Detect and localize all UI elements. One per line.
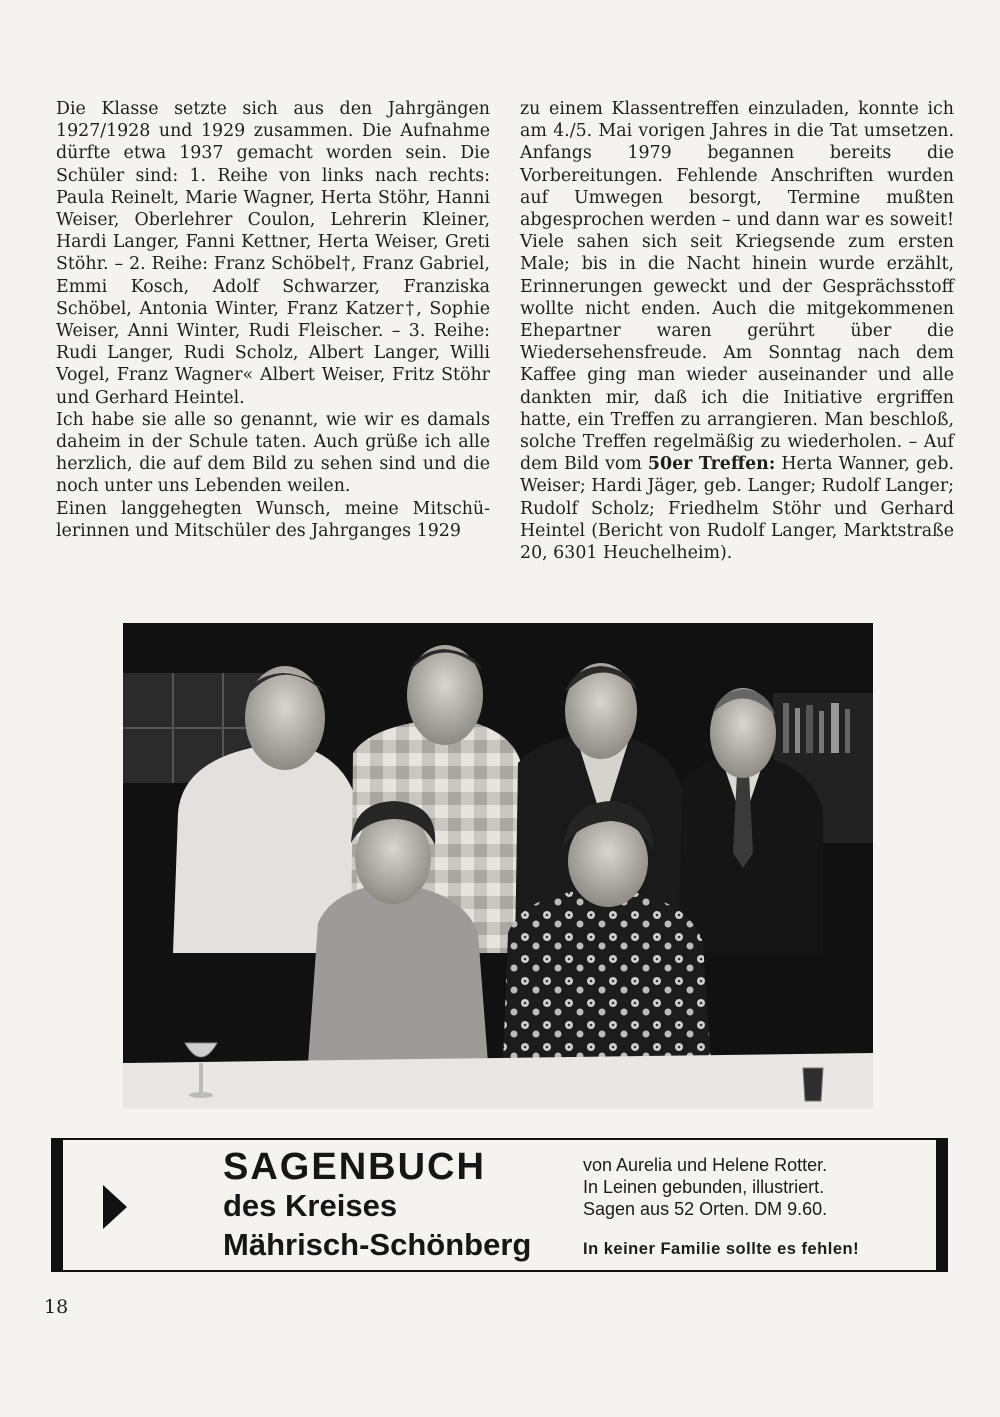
article-text: zu einem Klassentreffen einzuladen, konnte ich am 4./5. Mai vorigen Jahres in die Tat umsetzen. Anfangs 1979 begannen bereits die Vorbereitungen. Fehlende Anschriften wurden auf Umwegen besorgt, Termine mußten abgesprochen werden – und dann war es soweit! Viele sahen sich seit Kriegsende zum ersten Male; bis in die Nacht hinein wurde erzählt, Erinnerungen geweckt und der Gesprächsstoff wollte nicht enden. Auch die mitgekommenen Ehepartner waren gerührt über die Wiedersehensfreude. Am Sonntag nach dem Kaffee ging man wieder auseinander und alle dankten mir, daß ich die Initiative ergriffen hatte, ein Treffen zu arrangieren. Man beschloß, solche Treffen regelmäßig zu wiederholen. – Auf dem Bild vom: [520, 99, 954, 475]
book-advertisement: [51, 1138, 948, 1272]
ad-subtitle-region: Mährisch-Schönberg: [223, 1227, 532, 1262]
group-photo: [123, 623, 873, 1109]
article-paragraph: [520, 98, 954, 564]
article-column-left: [56, 98, 490, 542]
article-paragraph: Die Klasse setzte sich aus den Jahrgängen 1927/1928 und 1929 zusammen. Die Aufnahme dürfte etwa 1937 gemacht worden sein. Die Schüler sind: 1. Reihe von links nach rechts: Paula Reinelt, Marie Wagner, Herta Stöhr, Hanni Weiser, Oberlehrer Coulon, Lehrerin Kleiner, Hardi Langer, Fanni Kettner, Herta Weiser, Greti Stöhr. – 2. Reihe: Franz Schöbel†, Franz Gabriel, Emmi Kosch, Adolf Schwarzer, Franziska Schöbel, Antonia Winter, Franz Katzer†, Sophie Weiser, Anni Winter, Rudi Fleischer. – 3. Reihe: Rudi Langer, Rudi Scholz, Albert Langer, Willi Vogel, Franz Wagner« Albert Weiser, Fritz Stöhr und Gerhard Heintel.: [56, 99, 490, 408]
ad-subtitle: des Kreises: [223, 1188, 398, 1223]
ad-slogan: In keiner Familie sollte es fehlen!: [583, 1240, 860, 1258]
ad-authors: von Aurelia und Helene Rotter.: [583, 1155, 828, 1175]
play-arrow-icon: [103, 1185, 127, 1229]
ad-title: SAGENBUCH: [223, 1146, 486, 1188]
article-column-right: [520, 98, 954, 564]
page-number: 18: [44, 1296, 69, 1318]
ad-binding: In Leinen gebunden, illustriert.: [583, 1177, 825, 1197]
article-paragraph: Einen langgehegten Wunsch, meine Mitschülerinnen und Mitschüler des Jahrganges 1929: [56, 498, 490, 541]
ad-price: Sagen aus 52 Orten. DM 9.60.: [583, 1199, 828, 1219]
article-bold-heading: 50er Treffen:: [647, 454, 776, 475]
article-caption-text: Herta Wanner, geb. Weiser; Hardi Jäger, geb. Langer; Rudolf Langer; Rudolf Scholz; Friedhelm Stöhr und Gerhard Heintel (Bericht von Rudolf Langer, Marktstraße 20, 6301 Heuchelheim).: [520, 454, 954, 564]
article-paragraph: Ich habe sie alle so genannt, wie wir es damals daheim in der Schule taten. Auch grüße ich alle herzlich, die auf dem Bild zu sehen sind und die noch unter uns Lebenden weilen.: [56, 409, 490, 497]
